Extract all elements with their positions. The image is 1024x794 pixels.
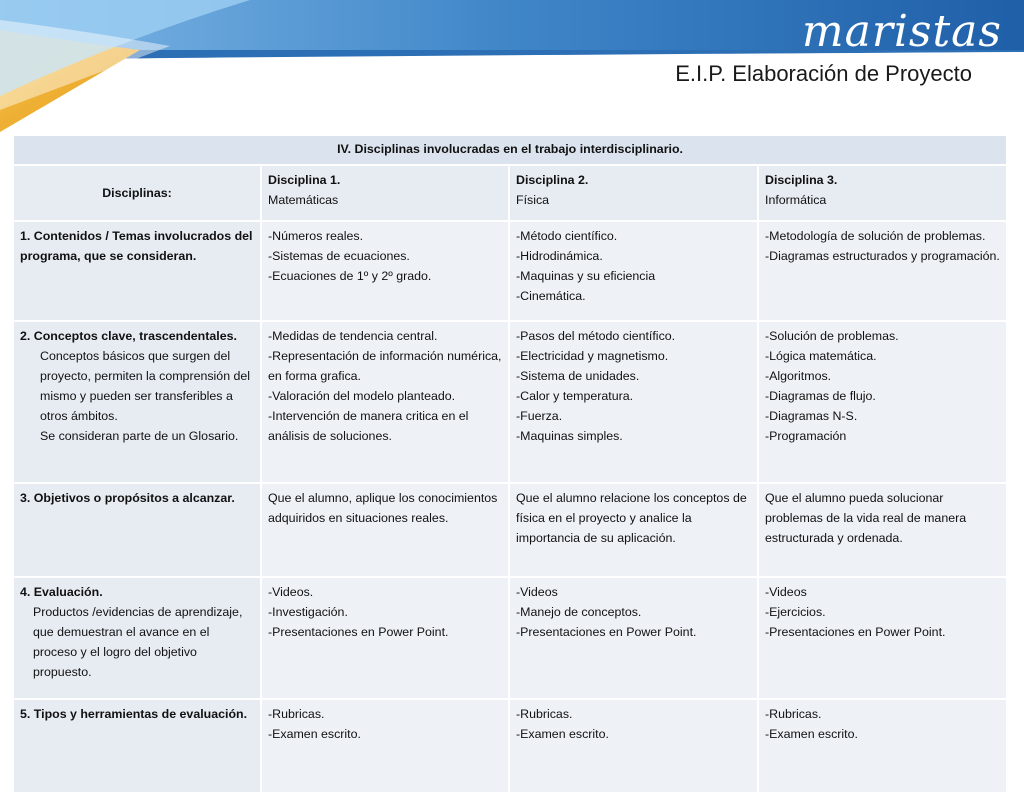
criterion-title: 1. Contenidos / Temas involucrados del programa, que se consideran.: [20, 229, 253, 263]
discipline-1-header: [261, 165, 509, 221]
discipline-1-cell: [261, 699, 509, 793]
discipline-subject: Matemáticas: [268, 193, 339, 207]
cell-item: -Lógica matemática.: [765, 349, 877, 363]
cell-item: -Investigación.: [268, 605, 348, 619]
discipline-1-cell: [261, 221, 509, 321]
table-row: [13, 321, 1007, 483]
discipline-name: Disciplina 1.: [268, 173, 341, 187]
discipline-1-cell: [261, 577, 509, 699]
discipline-3-cell: [758, 221, 1007, 321]
row-criterion-label: [13, 699, 261, 793]
cell-item: -Sistema de unidades.: [516, 369, 640, 383]
cell-item: -Manejo de conceptos.: [516, 605, 642, 619]
cell-item: -Videos: [516, 585, 558, 599]
discipline-subject: Informática: [765, 193, 827, 207]
discipline-1-cell: [261, 483, 509, 577]
disciplines-row: [13, 165, 1007, 221]
cell-item: -Videos.: [268, 585, 314, 599]
cell-item: -Videos: [765, 585, 807, 599]
cell-item: -Maquinas y su eficiencia: [516, 269, 656, 283]
discipline-2-header: [509, 165, 758, 221]
cell-item: -Calor y temperatura.: [516, 389, 634, 403]
disciplines-table: [12, 134, 1008, 794]
cell-item: -Examen escrito.: [268, 727, 361, 741]
cell-item: -Medidas de tendencia central.: [268, 329, 438, 343]
row-criterion-label: [13, 577, 261, 699]
table-row: [13, 699, 1007, 793]
cell-item: -Rubricas.: [765, 707, 822, 721]
discipline-3-cell: [758, 577, 1007, 699]
criterion-description: Conceptos básicos que surgen del proyecto, permiten la comprensión del mismo y pueden ser transferibles a otros ámbitos.: [40, 349, 251, 423]
discipline-3-cell: [758, 699, 1007, 793]
table-row: [13, 483, 1007, 577]
cell-item: -Presentaciones en Power Point.: [268, 625, 449, 639]
maristas-logo: maristas: [801, 6, 1002, 57]
row-criterion-label: [13, 483, 261, 577]
cell-item: -Valoración del modelo planteado.: [268, 389, 456, 403]
table-row: [13, 221, 1007, 321]
cell-item: -Método científico.: [516, 229, 618, 243]
cell-item: -Diagramas estructurados y programación.: [765, 249, 1000, 263]
cell-item: Que el alumno, aplique los conocimientos adquiridos en situaciones reales.: [268, 491, 498, 525]
cell-item: -Presentaciones en Power Point.: [516, 625, 697, 639]
table-heading: IV. Disciplinas involucradas en el trabajo interdisciplinario.: [13, 135, 1007, 165]
cell-item: -Pasos del método científico.: [516, 329, 676, 343]
cell-item: -Examen escrito.: [765, 727, 858, 741]
discipline-2-cell: [509, 483, 758, 577]
cell-item: -Examen escrito.: [516, 727, 609, 741]
discipline-subject: Física: [516, 193, 550, 207]
discipline-name: Disciplina 2.: [516, 173, 589, 187]
discipline-2-cell: [509, 699, 758, 793]
criterion-title: 3. Objetivos o propósitos a alcanzar.: [20, 491, 235, 505]
cell-item: -Intervención de manera critica en el análisis de soluciones.: [268, 409, 469, 443]
criterion-description: Productos /evidencias de aprendizaje, que demuestran el avance en el proceso y el logro del objetivo propuesto.: [33, 605, 243, 679]
cell-item: -Ejercicios.: [765, 605, 826, 619]
discipline-2-cell: [509, 321, 758, 483]
cell-item: -Fuerza.: [516, 409, 563, 423]
cell-item: -Cinemática.: [516, 289, 586, 303]
discipline-3-cell: [758, 483, 1007, 577]
table-row: [13, 577, 1007, 699]
cell-item: Que el alumno relacione los conceptos de física en el proyecto y analice la importancia de su aplicación.: [516, 491, 747, 545]
criterion-title: 5. Tipos y herramientas de evaluación.: [20, 707, 248, 721]
criterion-title: 4. Evaluación.: [20, 585, 103, 599]
cell-item: -Rubricas.: [516, 707, 573, 721]
discipline-2-cell: [509, 577, 758, 699]
cell-item: -Maquinas simples.: [516, 429, 623, 443]
cell-item: -Diagramas N-S.: [765, 409, 858, 423]
cell-item: -Diagramas de flujo.: [765, 389, 876, 403]
cell-item: Que el alumno pueda solucionar problemas de la vida real de manera estructurada y ordenada.: [765, 491, 967, 545]
cell-item: -Sistemas de ecuaciones.: [268, 249, 410, 263]
cell-item: -Electricidad y magnetismo.: [516, 349, 669, 363]
cell-item: -Algoritmos.: [765, 369, 832, 383]
row-criterion-label: [13, 221, 261, 321]
cell-item: -Representación de información numérica, en forma grafica.: [268, 349, 502, 383]
cell-item: -Solución de problemas.: [765, 329, 899, 343]
cell-item: -Metodología de solución de problemas.: [765, 229, 986, 243]
cell-item: -Presentaciones en Power Point.: [765, 625, 946, 639]
disciplines-table-container: [12, 134, 1006, 794]
criterion-description: Se consideran parte de un Glosario.: [40, 429, 239, 443]
disciplines-label: Disciplinas:: [13, 165, 261, 221]
discipline-3-cell: [758, 321, 1007, 483]
page-title: E.I.P. Elaboración de Proyecto: [675, 61, 972, 86]
cell-item: -Rubricas.: [268, 707, 325, 721]
discipline-2-cell: [509, 221, 758, 321]
row-criterion-label: [13, 321, 261, 483]
cell-item: -Números reales.: [268, 229, 364, 243]
cell-item: -Programación: [765, 429, 847, 443]
discipline-name: Disciplina 3.: [765, 173, 838, 187]
discipline-3-header: [758, 165, 1007, 221]
discipline-1-cell: [261, 321, 509, 483]
criterion-title: 2. Conceptos clave, trascendentales.: [20, 329, 237, 343]
cell-item: -Hidrodinámica.: [516, 249, 603, 263]
cell-item: -Ecuaciones de 1º y 2º grado.: [268, 269, 432, 283]
